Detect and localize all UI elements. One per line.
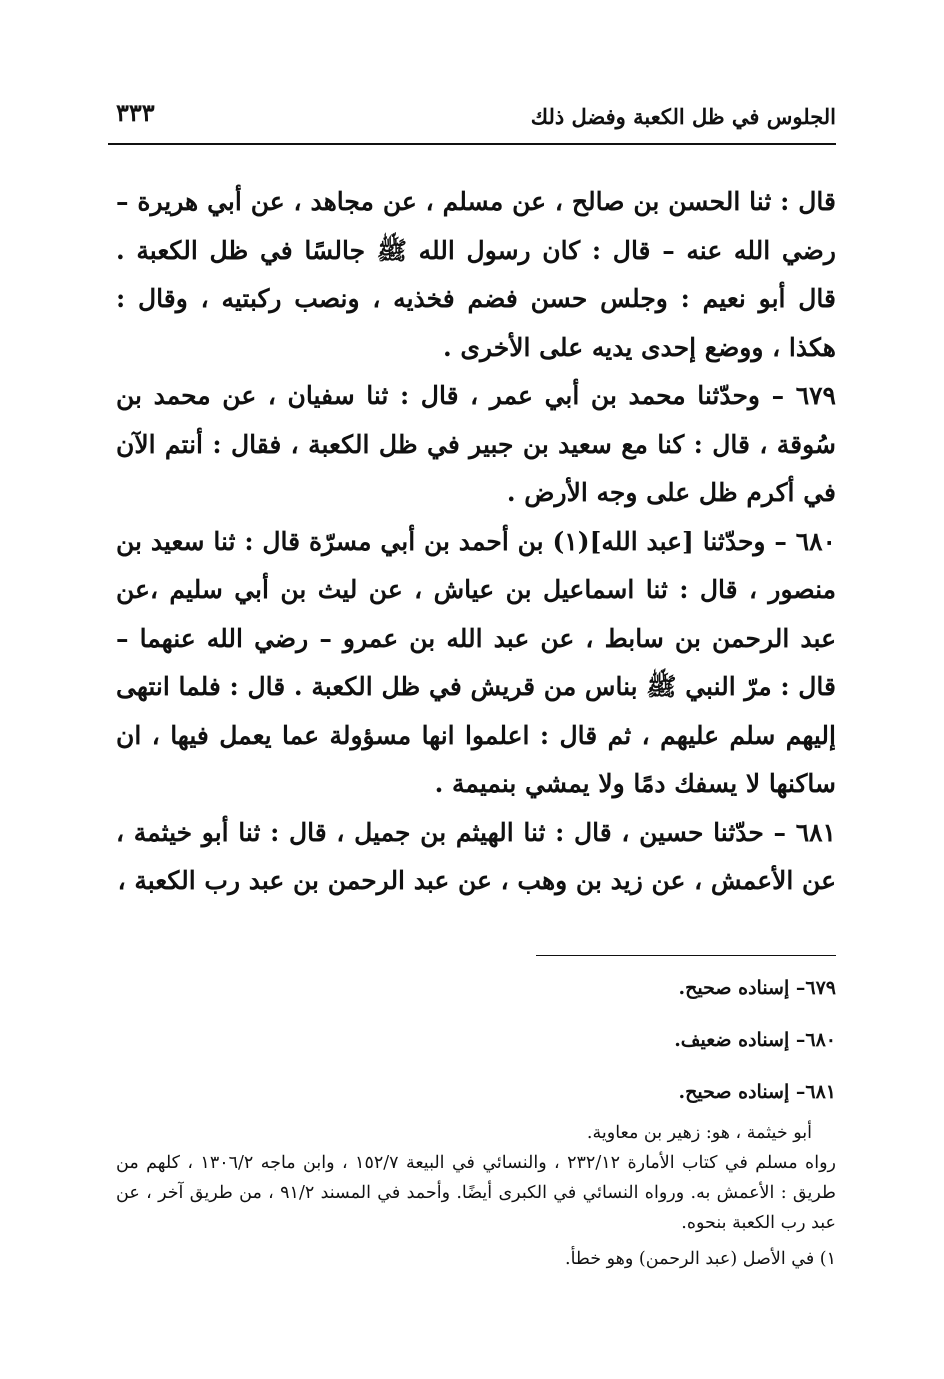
main-text xyxy=(116,178,836,906)
footnote-grade-680: ٦٨٠– إسناده ضعيف. xyxy=(674,1029,836,1051)
paragraph-679: ٦٧٩ – وحدّثنا محمد بن أبي عمر ، قال : ثنا سفيان ، عن محمد بن سُوقة ، قال : كنا مع سعيد بن جبير في ظل الكعبة ، فقال : أنتم الآن في أكرم ظل على وجه الأرض . xyxy=(116,381,836,507)
footnotes xyxy=(116,962,836,1274)
footnote-divider xyxy=(536,955,836,956)
footnote-notes xyxy=(116,1118,836,1274)
paragraph-680: ٦٨٠ – وحدّثنا [عبد الله](١) بن أحمد بن أبي مسرّة قال : ثنا سعيد بن منصور ، قال : ثنا اسماعيل بن عياش ، عن ليث بن أبي سليم ،عن عبد الرحمن بن سابط ، عن عبد الله بن عمرو – رضي الله عنهما – قال : مرّ النبي ﷺ بناس من قريش في ظل الكعبة . قال : فلما انتهى إليهم سلم عليهم ، ثم قال : اعلموا انها مسؤولة عما يعمل فيها ، ان ساكنها لا يسفك دمًا ولا يمشي بنميمة . xyxy=(116,526,836,798)
paragraph-continuation: قال : ثنا الحسن بن صالح ، عن مسلم ، عن مجاهد ، عن أبي هريرة – رضي الله عنه – قال : كان رسول الله ﷺ جالسًا في ظل الكعبة . قال أبو نعيم : وجلس حسن فضم فخذيه ، ونصب ركبتيه ، وقال : هكذا ، ووضع إحدى يديه على الأخرى . xyxy=(116,187,836,362)
running-title: الجلوس في ظل الكعبة وفضل ذلك xyxy=(530,104,836,129)
footnote-grade-681: ٦٨١– إسناده صحيح. xyxy=(678,1081,836,1103)
footnote-note-narrator: أبو خيثمة ، هو: زهير بن معاوية. xyxy=(586,1123,812,1143)
page-number: ٣٣٣ xyxy=(116,98,155,127)
header-divider xyxy=(108,143,836,145)
footnote-note-correction: ١) في الأصل (عبد الرحمن) وهو خطأ. xyxy=(565,1249,836,1269)
footnote-grade-679: ٦٧٩– إسناده صحيح. xyxy=(678,977,836,999)
footnote-note-sources: رواه مسلم في كتاب الأمارة ٢٣٢/١٢ ، والنسائي في البيعة ١٥٢/٧ ، وابن ماجه ١٣٠٦/٢ ، كلهم من طريق : الأعمش به. ورواه النسائي في الكبرى أيضًا. وأحمد في المسند ٩١/٢ ، من طريق آخر ، عن عبد رب الكعبة بنحوه. xyxy=(116,1153,836,1233)
paragraph-681: ٦٨١ – حدّثنا حسين ، قال : ثنا الهيثم بن جميل ، قال : ثنا أبو خيثمة ، عن الأعمش ، عن زيد بن وهب ، عن عبد الرحمن بن عبد رب الكعبة ، xyxy=(116,817,836,895)
